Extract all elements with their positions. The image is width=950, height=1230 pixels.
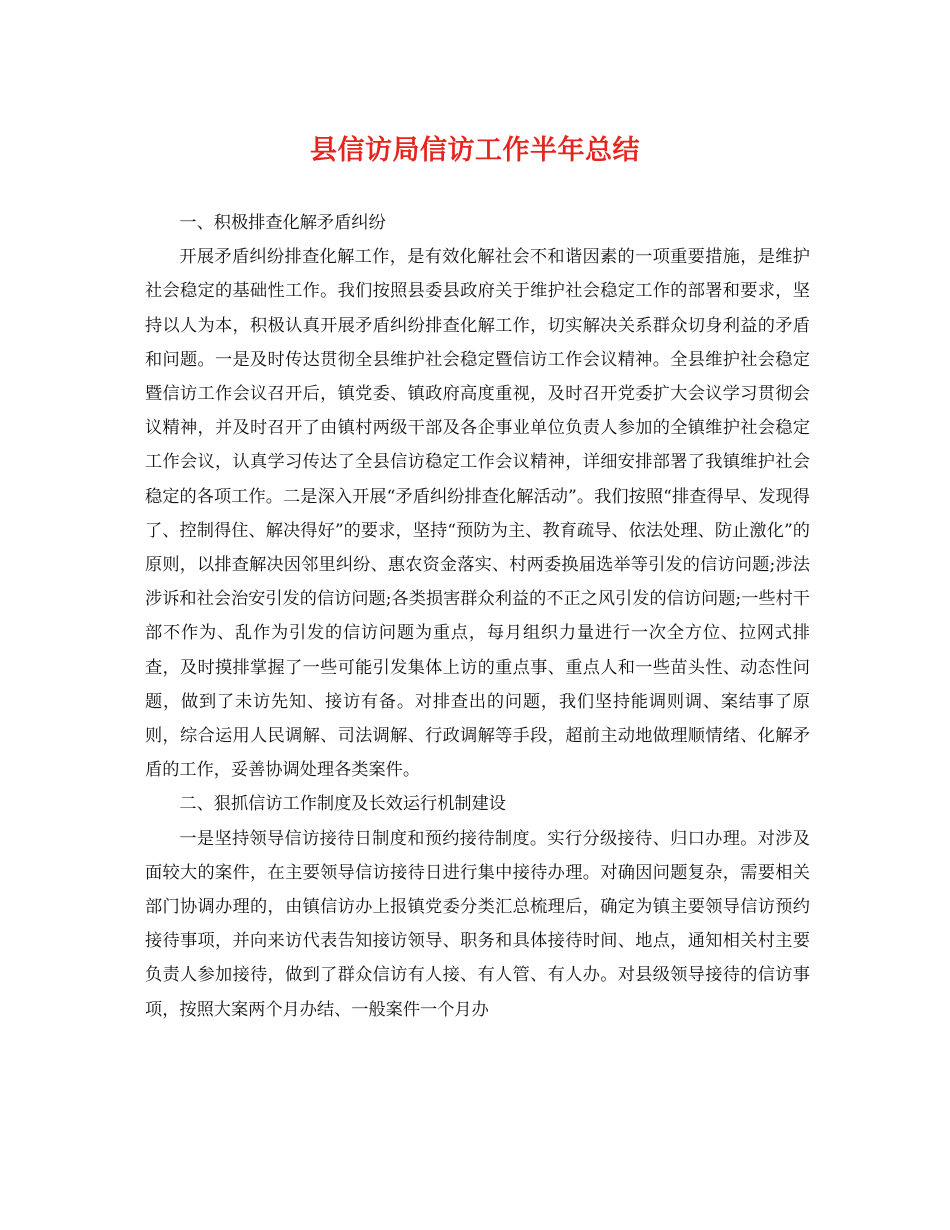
section-1-paragraph: 开展矛盾纠纷排查化解工作，是有效化解社会不和谐因素的一项重要措施，是维护社会稳定的基础性工作。我们按照县委县政府关于维护社会稳定工作的部署和要求，坚持以人为本，积极认真开展矛盾纠纷排查化解工作，切实解决关系群众切身利益的矛盾和问题。一是及时传达贯彻全县维护社会稳定暨信访工作会议精神。全县维护社会稳定暨信访工作会议召开后，镇党委、镇政府高度重视，及时召开党委扩大会议学习贯彻会议精神，并及时召开了由镇村两级干部及各企事业单位负责人参加的全镇维护社会稳定工作会议，认真学习传达了全县信访稳定工作会议精神，详细安排部署了我镇维护社会稳定的各项工作。二是深入开展“矛盾纠纷排查化解活动”。我们按照“排查得早、发现得了、控制得住、解决得好”的要求，坚持“预防为主、教育疏导、依法处理、防止激化”的原则，以排查解决因邻里纠纷、惠农资金落实、村两委换届选举等引发的信访问题;涉法涉诉和社会治安引发的信访问题;各类损害群众利益的不正之风引发的信访问题;一些村干部不作为、乱作为引发的信访问题为重点，每月组织力量进行一次全方位、拉网式排查，及时摸排掌握了一些可能引发集体上访的重点事、重点人和一些苗头性、动态性问题，做到了未访先知、接访有备。对排查出的问题，我们坚持能调则调、案结事了原则，综合运用人民调解、司法调解、行政调解等手段，超前主动地做理顺情绪、化解矛盾的工作，妥善协调处理各类案件。 [145, 247, 810, 781]
section-1-heading: 一、积极排查化解矛盾纠纷 [179, 213, 386, 233]
section-2-paragraph: 一是坚持领导信访接待日制度和预约接待制度。实行分级接待、归口办理。对涉及面较大的案件，在主要领导信访接待日进行集中接待办理。对确因问题复杂，需要相关部门协调办理的，由镇信访办上报镇党委分类汇总梳理后，确定为镇主要领导信访预约接待事项，并向来访代表告知接访领导、职务和具体接待时间、地点，通知相关村主要负责人参加接待，做到了群众信访有人接、有人管、有人办。对县级领导接待的信访事项，按照大案两个月办结、一般案件一个月办 [145, 828, 810, 1020]
document-body [145, 206, 810, 1027]
document-title: 县信访局信访工作半年总结 [310, 135, 640, 166]
section-2-heading: 二、狠抓信访工作制度及长效运行机制建设 [179, 794, 506, 815]
